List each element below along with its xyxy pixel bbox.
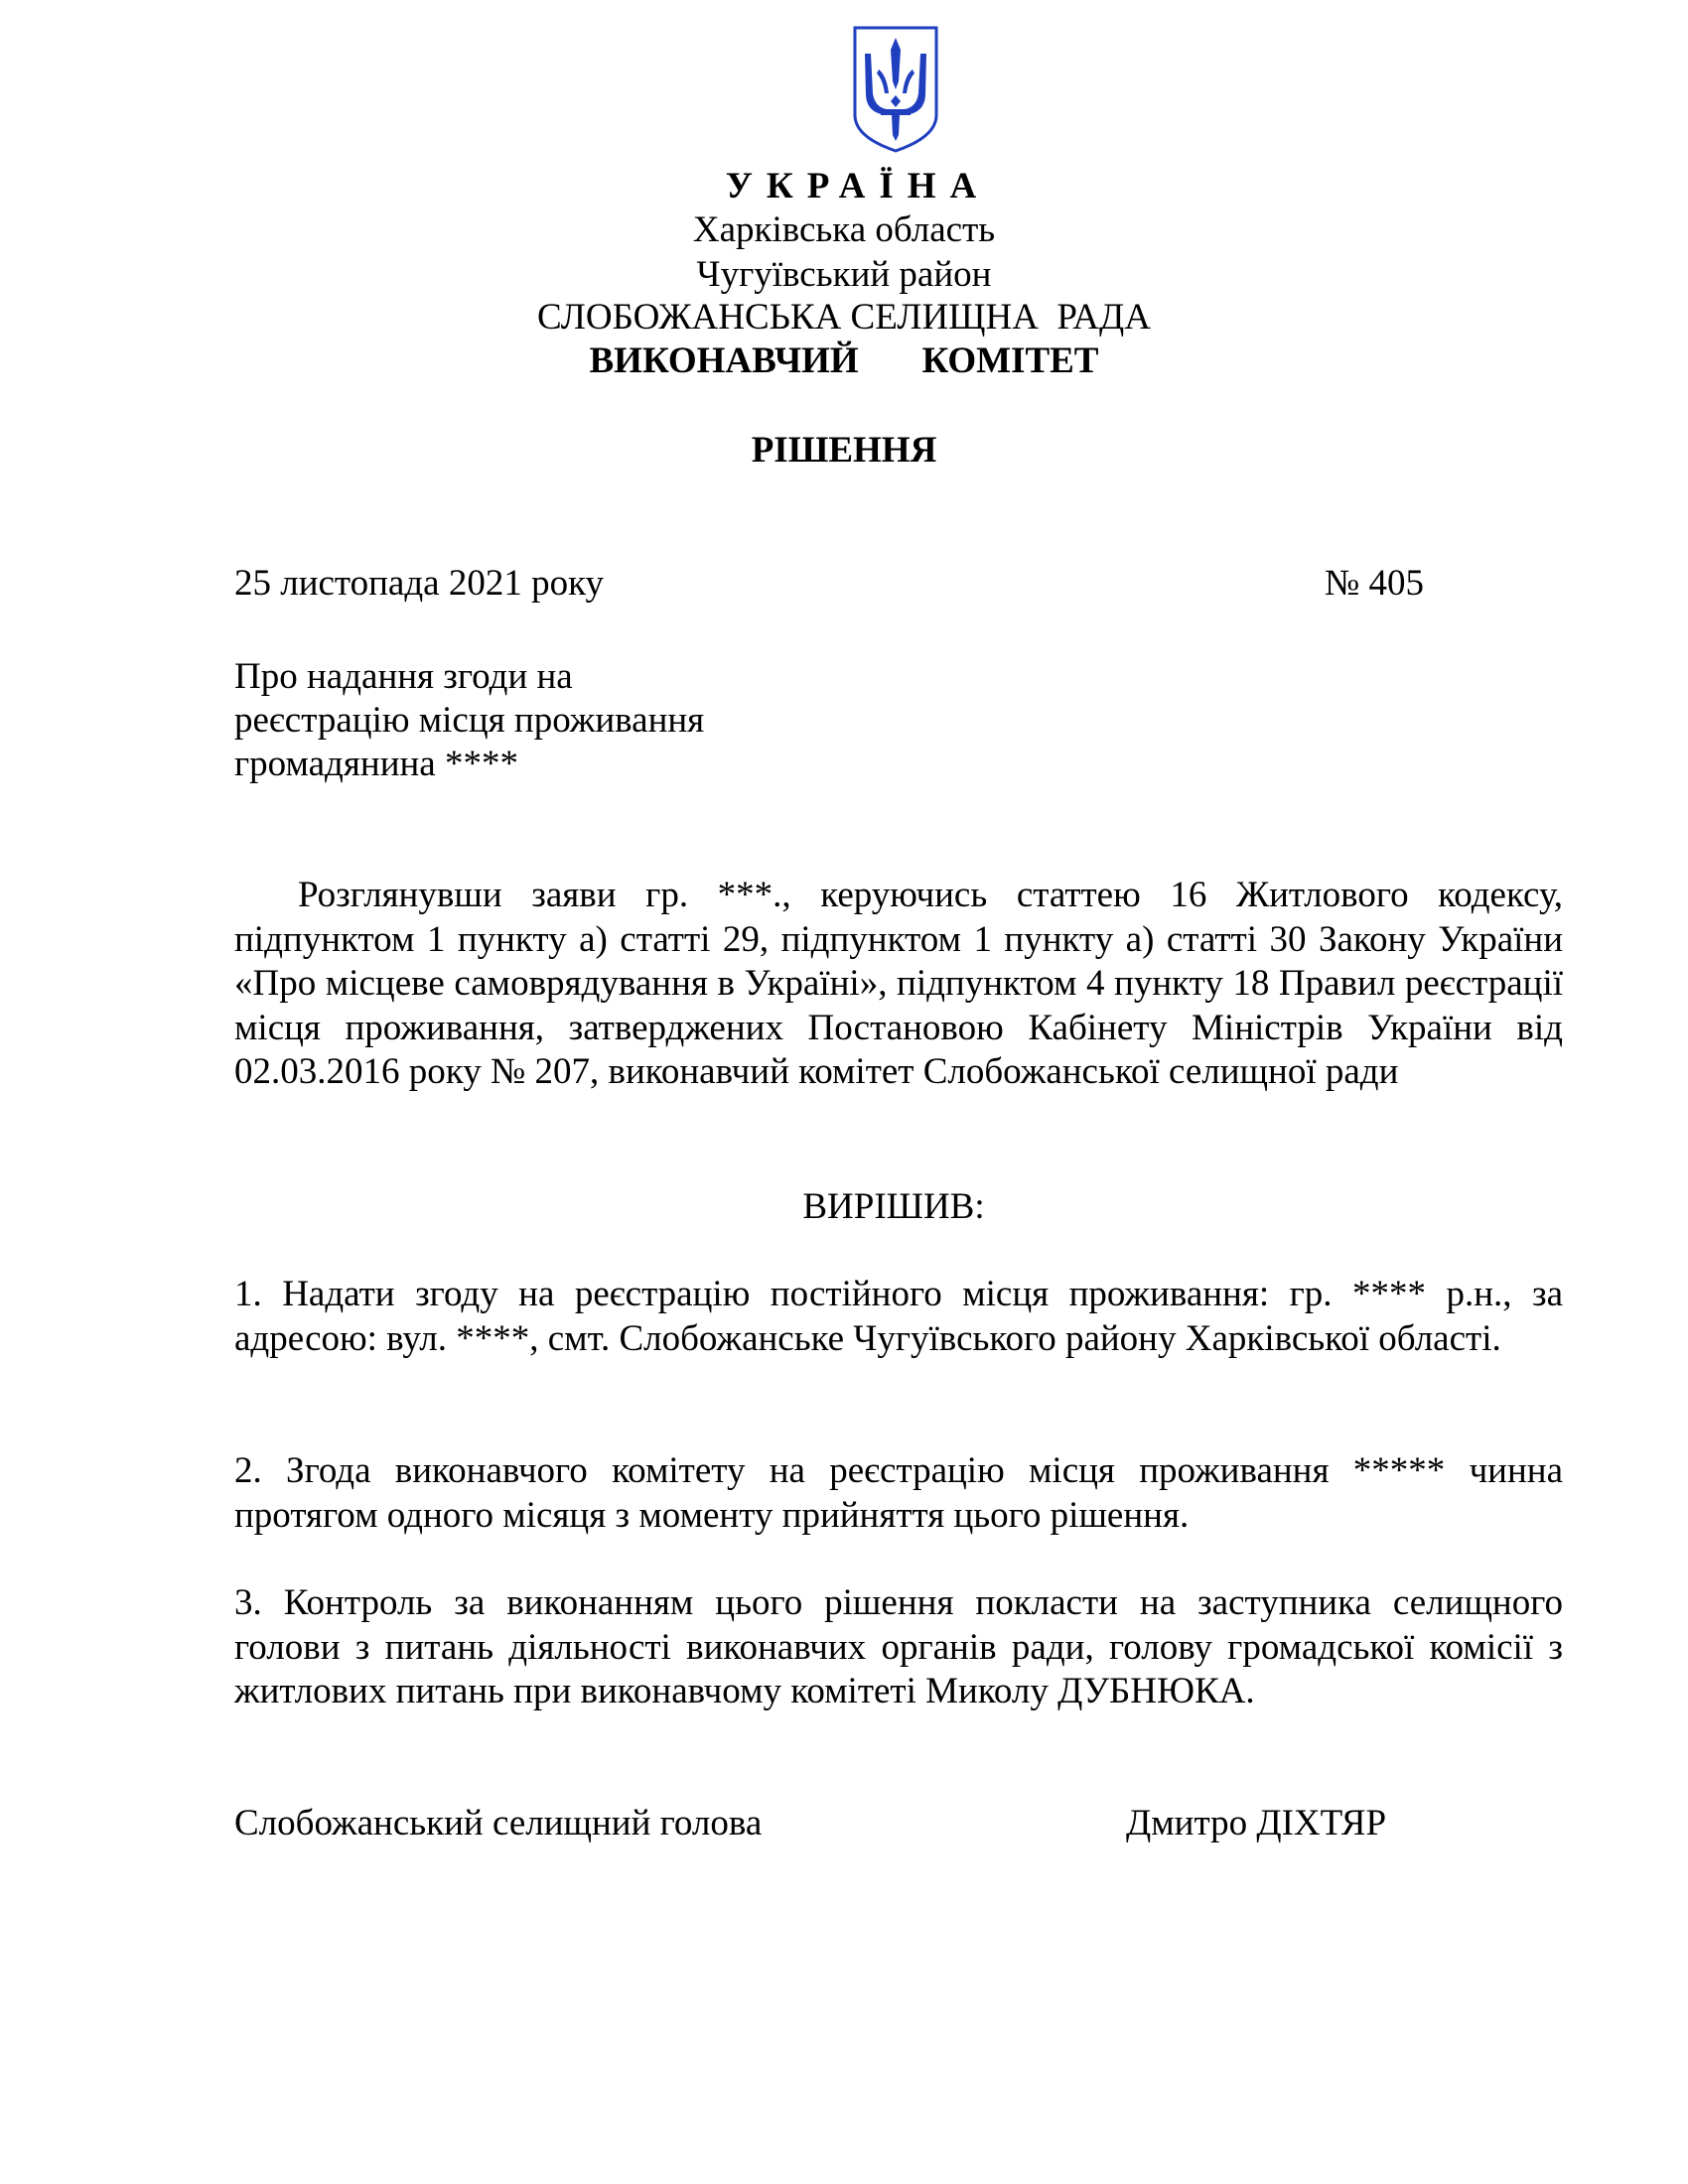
resolved-heading: ВИРІШИВ: bbox=[802, 1186, 985, 1227]
decision-item-3: 3. Контроль за виконанням цього рішення покласти на заступника селищного голови з питань діяльності виконавчих органів ради, голову громадської комісії з житлових питань при виконавчому комітеті Миколу ДУБНЮКА. bbox=[234, 1582, 1563, 1711]
document-type-title: РІШЕННЯ bbox=[751, 430, 937, 471]
header-committee: ВИКОНАВЧИЙ КОМІТЕТ bbox=[589, 341, 1099, 381]
subject-line: реєстрацію місця проживання bbox=[234, 700, 705, 741]
decision-subject bbox=[234, 655, 830, 786]
coat-of-arms-of-ukraine-icon bbox=[851, 24, 940, 155]
header-oblast: Харківська область bbox=[692, 209, 996, 250]
subject-line: громадянина **** bbox=[234, 744, 518, 784]
subject-line: Про надання згоди на bbox=[234, 656, 573, 697]
header-country: УКРАЇНА bbox=[725, 166, 991, 206]
decision-date: 25 листопада 2021 року bbox=[234, 563, 605, 604]
decision-number: № 405 bbox=[1324, 563, 1424, 604]
header-rayon: Чугуївський район bbox=[696, 254, 992, 295]
decision-item-1: 1. Надати згоду на реєстрацію постійного місця проживання: гр. **** р.н., за адресою: вул. ****, смт. Слобожанське Чугуївського району Харківської області. bbox=[234, 1274, 1563, 1359]
preamble-paragraph: Розглянувши заяви гр. ***., керуючись статтею 16 Житлового кодексу, підпунктом 1 пункту а) статті 29, підпунктом 1 пункту а) статті 30 Закону України «Про місцеве самоврядування в Україні», підпунктом 4 пункту 18 Правил реєстрації місця проживання, затверджених Постановою Кабінету Міністрів України від 02.03.2016 року № 207, виконавчий комітет Слобожанської селищної ради bbox=[234, 875, 1563, 1092]
decision-item-2: 2. Згода виконавчого комітету на реєстрацію місця проживання ***** чинна протягом одного місяця з моменту прийняття цього рішення. bbox=[234, 1450, 1563, 1536]
signatory-position: Слобожанський селищний голова bbox=[234, 1803, 763, 1843]
signatory-name: Дмитро ДІХТЯР bbox=[1126, 1803, 1387, 1843]
header-council: СЛОБОЖАНСЬКА СЕЛИЩНА РАДА bbox=[537, 297, 1151, 338]
